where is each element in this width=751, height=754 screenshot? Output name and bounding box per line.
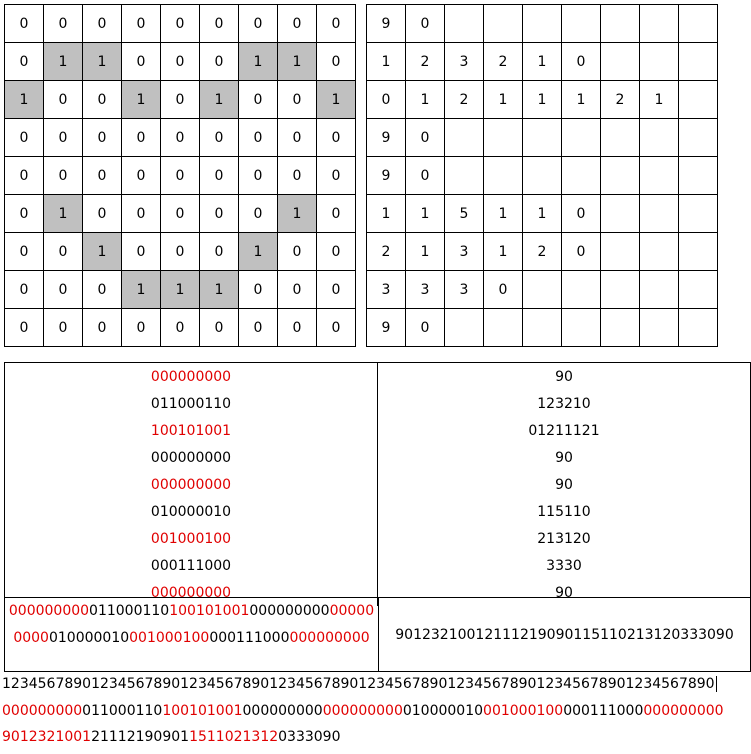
rle-cell [484,309,523,347]
bitmap-cell: 0 [44,5,83,43]
rle-cell [601,271,640,309]
bits-segment: 000000000 [2,703,83,719]
row-entry [5,471,751,498]
rle-cell [640,271,679,309]
bits-segment: 000000000 [289,630,370,646]
row-bits: 001000100 [5,525,378,552]
rle-cell [445,5,484,43]
rle-cell: 1 [523,195,562,233]
rle-cell [484,119,523,157]
bitmap-cell: 0 [161,233,200,271]
rle-cell [484,5,523,43]
bitmap-cell: 0 [239,271,278,309]
rle-cell: 1 [406,81,445,119]
rle-cell [601,195,640,233]
bitmap-cell: 0 [44,233,83,271]
rle-cell: 1 [484,195,523,233]
bitmap-cell: 0 [200,233,239,271]
bits-segment: 000000000 [242,703,323,719]
bitmap-row [5,5,356,43]
bitmap-cell: 0 [122,119,161,157]
bitmap-cell: 0 [44,309,83,347]
bitmap-cell: 0 [317,233,356,271]
rle-cell [601,309,640,347]
bits-segment: 011000110 [89,603,170,619]
bitmap-cell: 0 [161,309,200,347]
rle-cell [523,157,562,195]
bitmap-cell: 1 [122,271,161,309]
row-entry [5,417,751,444]
bitmap-cell: 0 [83,195,122,233]
bits-segment: 010000010 [402,703,484,719]
bits-segment: 100101001 [169,603,250,619]
bitmap-cell: 1 [317,81,356,119]
rle-row [367,5,718,43]
bitmap-cell: 1 [44,195,83,233]
rle-cell: 9 [367,157,406,195]
bits-segment: 001000100 [483,703,564,719]
rle-cell: 1 [562,81,601,119]
rle-stream-line [2,729,341,745]
rle-row [367,195,718,233]
run-length-grid [366,4,718,347]
rle-cell [640,233,679,271]
bitmap-cell: 0 [5,119,44,157]
rle-cell [640,195,679,233]
rle-cell: 1 [367,195,406,233]
bits-segment: 000000000 [13,603,375,646]
row-entry [5,525,751,552]
bitmap-cell: 0 [239,119,278,157]
bitmap-cell: 1 [278,195,317,233]
rle-row [367,81,718,119]
bitmap-cell: 0 [317,309,356,347]
rle-cell [562,271,601,309]
bitmap-cell: 0 [161,195,200,233]
bitmap-cell: 0 [44,81,83,119]
bitmap-cell: 0 [200,309,239,347]
bitmap-cell: 0 [122,233,161,271]
rle-cell [640,309,679,347]
bitmap-cell: 0 [317,119,356,157]
bitmap-cell: 0 [317,195,356,233]
bitmap-cell: 1 [5,81,44,119]
rle-cell: 2 [367,233,406,271]
row-entry [5,363,751,391]
rle-cell: 0 [406,5,445,43]
row-bits: 000000000 [5,363,378,391]
rle-cell: 1 [406,233,445,271]
rle-cell [679,43,718,81]
bits-segment: 000111000 [563,703,644,719]
bitmap-row [5,233,356,271]
rle-cell [679,81,718,119]
bitmap-cell: 0 [5,233,44,271]
bitmap-cell: 1 [239,43,278,81]
bitmap-cell: 0 [278,5,317,43]
bit-stream-line [2,703,724,719]
bitmap-cell: 0 [161,5,200,43]
row-bits: 010000010 [5,498,378,525]
bitmap-cell: 0 [161,43,200,81]
rle-cell: 3 [367,271,406,309]
rle-cell: 2 [445,81,484,119]
bitmap-row [5,81,356,119]
rle-cell [601,119,640,157]
rle-cell [484,157,523,195]
rle-cell: 0 [367,81,406,119]
bitmap-row [5,43,356,81]
bitmap-cell: 0 [317,157,356,195]
rle-cell [679,195,718,233]
bitmap-cell: 0 [5,195,44,233]
bitmap-cell: 0 [317,5,356,43]
bitmap-cell: 0 [161,81,200,119]
rle-cell [679,271,718,309]
bitmap-cell: 0 [278,157,317,195]
bits-segment: 000000000 [322,703,403,719]
row-rle: 90 [378,444,751,471]
bitmap-cell: 1 [200,81,239,119]
bitmap-cell: 0 [239,5,278,43]
rle-row [367,233,718,271]
bitmap-cell: 1 [239,233,278,271]
rle-cell: 2 [523,233,562,271]
bitmap-cell: 0 [278,271,317,309]
rle-cell [640,43,679,81]
bitmap-cell: 0 [5,43,44,81]
rle-cell [562,157,601,195]
bitmap-grid [4,4,356,347]
rle-cell: 0 [562,195,601,233]
bitmap-cell: 1 [44,43,83,81]
row-bits: 100101001 [5,417,378,444]
bitmap-row [5,195,356,233]
rle-row [367,43,718,81]
bitmap-cell: 0 [200,157,239,195]
bitmap-cell: 0 [122,195,161,233]
bits-segment: 000000000 [249,603,330,619]
rle-cell [523,309,562,347]
row-rle: 90 [378,579,751,606]
bitmap-row [5,157,356,195]
bitmap-cell: 0 [239,157,278,195]
bitmap-cell: 0 [122,5,161,43]
row-entry [5,390,751,417]
rle-cell: 0 [562,233,601,271]
bitmap-cell: 0 [278,233,317,271]
bitmap-cell: 0 [278,309,317,347]
rle-cell [523,271,562,309]
bitmap-cell: 1 [122,81,161,119]
bitmap-cell: 0 [83,119,122,157]
rle-cell [601,5,640,43]
bitmap-cell: 0 [83,309,122,347]
bitmap-cell: 0 [122,309,161,347]
bitmap-cell: 0 [5,309,44,347]
rle-cell: 2 [484,43,523,81]
rle-cell: 0 [406,157,445,195]
rle-cell: 3 [445,233,484,271]
bitmap-cell: 0 [161,157,200,195]
bitmap-cell: 1 [83,233,122,271]
bitmap-cell: 1 [83,43,122,81]
bitmap-cell: 0 [239,309,278,347]
row-rle: 123210 [378,390,751,417]
rle-row [367,119,718,157]
bitmap-cell: 0 [5,271,44,309]
bits-segment: 100101001 [162,703,243,719]
bitmap-cell: 0 [239,195,278,233]
concatenated-rle: 90123210012111219090115110213120333090 [395,626,734,643]
rle-cell: 0 [406,119,445,157]
bitmap-row [5,119,356,157]
rle-row [367,309,718,347]
row-bits: 000000000 [5,471,378,498]
rle-cell [601,233,640,271]
rle-cell [523,5,562,43]
bitmap-cell: 0 [5,157,44,195]
rle-cell [562,5,601,43]
bitmap-cell: 0 [200,43,239,81]
rle-row [367,157,718,195]
rle-cell [562,309,601,347]
text-cursor [716,676,717,692]
rle-cell: 1 [523,43,562,81]
rle-segment: 9012321001 [2,729,92,745]
bitmap-cell: 0 [161,119,200,157]
row-rle: 90 [378,471,751,498]
rle-cell: 5 [445,195,484,233]
bitmap-cell: 0 [317,43,356,81]
rle-cell [679,309,718,347]
bitmap-cell: 1 [161,271,200,309]
row-bits: 000000000 [5,579,378,606]
bitmap-cell: 0 [83,157,122,195]
row-bits: 000111000 [5,552,378,579]
bits-segment: 001000100 [129,630,210,646]
rle-cell [601,43,640,81]
ruler-text: 12345678901234567890123456789012345678901234567890123456789012345678901234567890 [2,676,715,692]
rle-cell: 3 [445,43,484,81]
rle-cell: 3 [406,271,445,309]
rle-cell [562,119,601,157]
rle-cell: 9 [367,309,406,347]
concatenated-row [4,597,751,672]
rle-cell [445,309,484,347]
row-bits: 000000000 [5,444,378,471]
bitmap-cell: 1 [278,43,317,81]
bitmap-cell: 0 [239,81,278,119]
rle-cell [640,5,679,43]
rle-cell: 1 [484,81,523,119]
rle-cell: 2 [601,81,640,119]
rle-cell: 0 [406,309,445,347]
bitmap-cell: 0 [122,157,161,195]
row-rle: 115110 [378,498,751,525]
rle-cell: 0 [484,271,523,309]
bitmap-cell: 0 [200,5,239,43]
rle-cell [679,157,718,195]
rle-cell [640,119,679,157]
bitmap-cell: 0 [200,119,239,157]
bitmap-cell: 0 [200,195,239,233]
row-entry [5,444,751,471]
bitmap-cell: 0 [44,157,83,195]
row-rle: 213120 [378,525,751,552]
row-entry [5,498,751,525]
rle-row [367,271,718,309]
rle-cell: 9 [367,119,406,157]
rle-cell [679,119,718,157]
row-rle: 3330 [378,552,751,579]
bitmap-row [5,309,356,347]
rle-cell [640,157,679,195]
rle-cell: 1 [523,81,562,119]
bitmap-cell: 0 [5,5,44,43]
rle-cell [601,157,640,195]
bits-segment: 000000000 [643,703,724,719]
bitmap-cell: 0 [317,271,356,309]
bits-segment: 000111000 [209,630,290,646]
rle-segment: 0333090 [278,729,341,745]
bitmap-cell: 0 [44,119,83,157]
rle-cell [679,5,718,43]
bits-segment: 000000000 [8,603,90,619]
bits-segment: 011000110 [82,703,163,719]
rle-cell: 9 [367,5,406,43]
rle-cell: 3 [445,271,484,309]
rle-cell: 2 [406,43,445,81]
row-encoding-table [4,362,751,606]
rle-cell [445,157,484,195]
row-rle: 90 [378,363,751,391]
bitmap-cell: 0 [44,271,83,309]
rle-cell: 1 [484,233,523,271]
concatenated-bits [5,598,379,671]
row-rle: 01211121 [378,417,751,444]
bitmap-cell: 0 [83,5,122,43]
rle-cell: 1 [406,195,445,233]
rle-cell: 0 [562,43,601,81]
rle-cell [445,119,484,157]
row-entry [5,552,751,579]
bitmap-cell: 0 [278,81,317,119]
bitmap-cell: 0 [122,43,161,81]
rle-cell: 1 [640,81,679,119]
rle-segment: 21112190901 [91,729,190,745]
bitmap-cell: 1 [200,271,239,309]
rle-cell: 1 [367,43,406,81]
rle-segment: 1511021312 [189,729,279,745]
column-ruler [2,676,717,692]
bitmap-row [5,271,356,309]
bitmap-cell: 0 [83,81,122,119]
bitmap-cell: 0 [278,119,317,157]
row-bits: 011000110 [5,390,378,417]
rle-cell [523,119,562,157]
bitmap-cell: 0 [83,271,122,309]
bits-segment: 010000010 [48,630,130,646]
rle-cell [679,233,718,271]
